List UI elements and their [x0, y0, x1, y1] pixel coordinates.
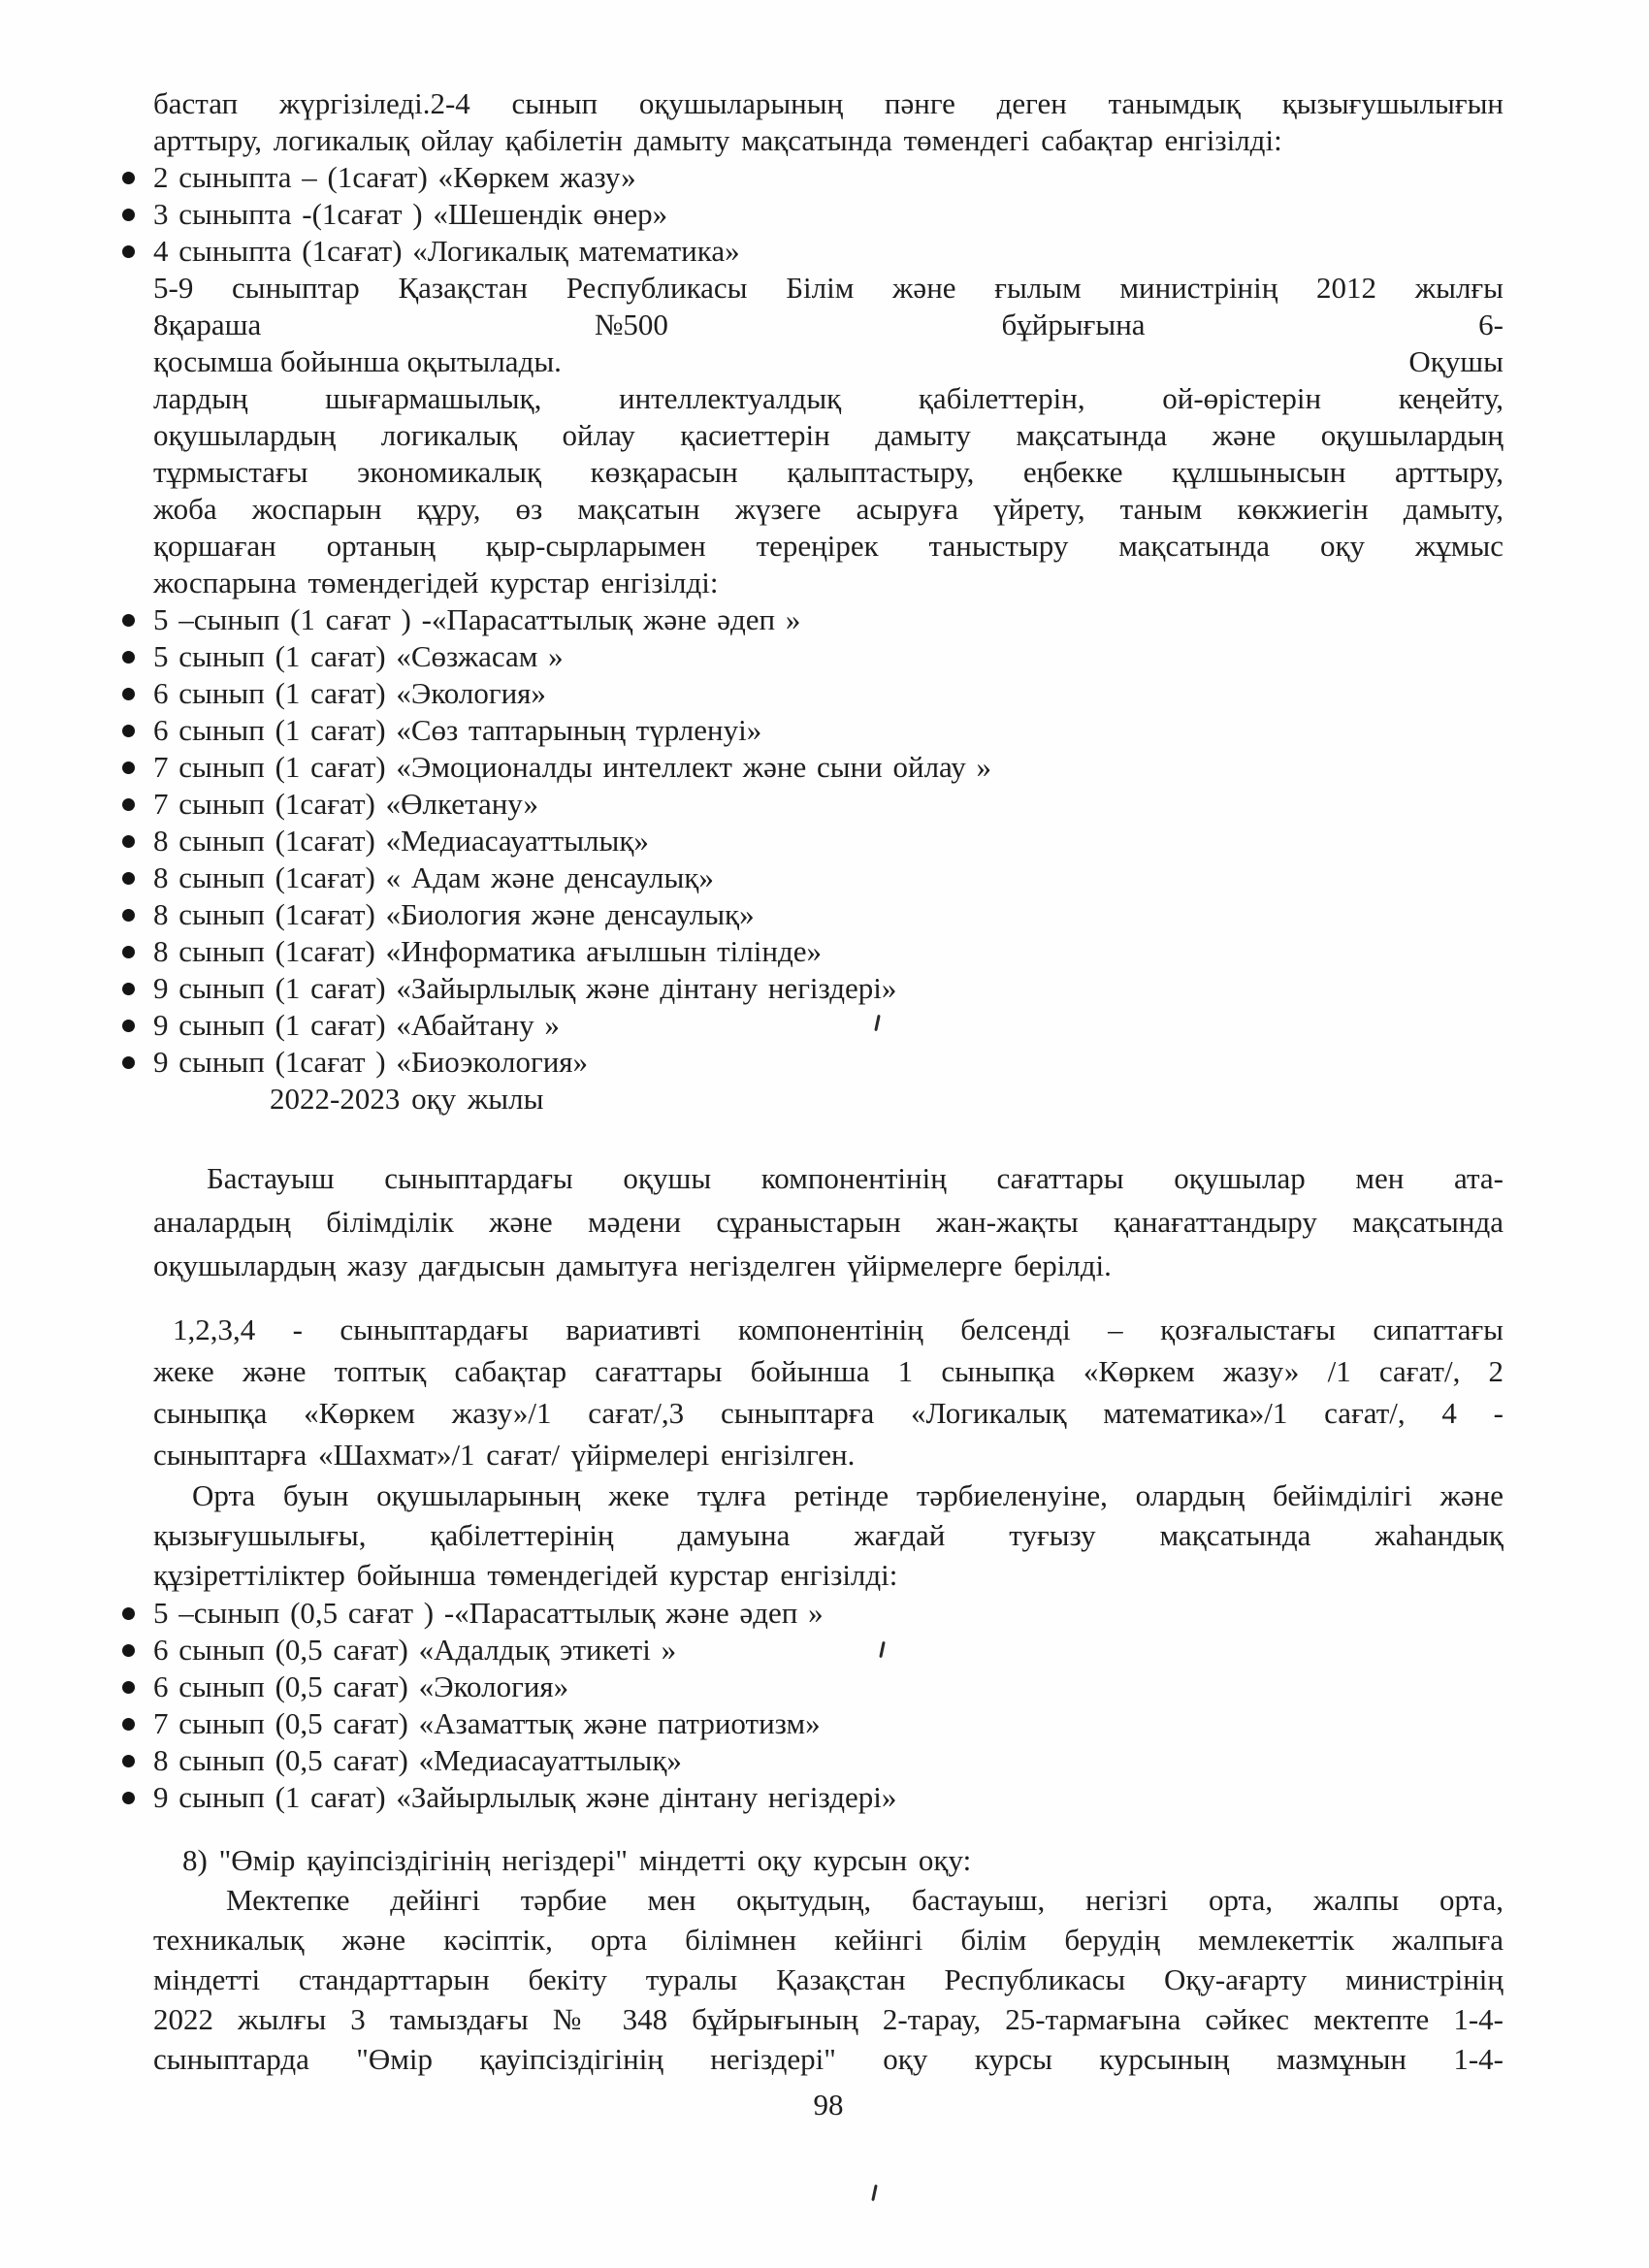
split-line — [153, 343, 1504, 380]
list-item: 8 сынып (1сағат) « Адам және денсаулық» — [153, 859, 1504, 896]
intro-paragraph — [153, 85, 1504, 159]
text-line: қоршаған ортаның қыр-сырларымен тереңірек таныстыру мақсатында оқу жұмыс — [153, 529, 1504, 563]
list-item: 8 сынып (1сағат) «Информатика ағылшын тілінде» — [153, 933, 1504, 970]
list-item: 5 –сынып (0,5 сағат ) -«Парасаттылық және әдеп » — [153, 1595, 1504, 1632]
text-line: 1,2,3,4 - сыныптардағы вариативті компонентінің белсенді – қозғалыстағы сипаттағы — [173, 1312, 1504, 1346]
text-line: міндетті стандарттарын бекіту туралы Қазақстан Республикасы Оқу-ағарту министрінің — [153, 1962, 1504, 1996]
order-reference-line — [153, 307, 1504, 343]
text-fragment: Оқушы — [1408, 344, 1504, 378]
list-item: 8 сынып (1сағат) «Биология және денсаулық» — [153, 896, 1504, 933]
list-item: 4 сыныпта (1сағат) «Логикалық математика» — [153, 233, 1504, 270]
primary-grades-course-list — [153, 159, 1504, 270]
orta-buyn-paragraph — [153, 1475, 1504, 1595]
text-line: Орта буын оқушыларының жеке тұлға ретінде тәрбиеленуіне, олардың бейімділігі және — [192, 1478, 1504, 1512]
list-item: 6 сынып (0,5 сағат) «Адалдық этикеті » — [153, 1632, 1504, 1669]
text-fragment: 6- — [1478, 308, 1504, 341]
list-item: 6 сынып (1 сағат) «Сөз таптарының түрленуі» — [153, 712, 1504, 749]
list-item: 5 –сынып (1 сағат ) -«Парасаттылық және әдеп » — [153, 601, 1504, 638]
text-line: сыныптарда "Өмір қауіпсіздігінің негіздері" оқу курсы курсының мазмұнын 1-4- — [153, 2042, 1504, 2076]
text-line: арттыру, логикалық ойлау қабілетін дамыту мақсатында төмендегі сабақтар енгізілді: — [153, 123, 1282, 157]
list-item: 5 сынып (1 сағат) «Сөзжасам » — [153, 638, 1504, 675]
text-line: сыныпқа «Көркем жазу»/1 сағат/,3 сыныптарға «Логикалық математика»/1 сағат/, 4 - — [153, 1396, 1504, 1430]
text-line: Бастауыш сыныптардағы оқушы компонентінің сағаттары оқушылар мен ата- — [207, 1161, 1504, 1195]
text-line: қызығушылығы, қабілеттерінің дамуына жағдай туғызу мақсатында жаһандық — [153, 1518, 1504, 1552]
text-line: тұрмыстағы экономикалық көзқарасын қалыптастыру, еңбекке құлшынысын арттыру, — [153, 455, 1504, 489]
text-fragment: 8қараша — [153, 308, 262, 341]
courses-list-5-9 — [153, 601, 1504, 1081]
list-item: 7 сынып (0,5 сағат) «Азаматтық және патриотизм» — [153, 1705, 1504, 1742]
document-text-block — [153, 85, 1504, 2122]
text-fragment: бұйрығына — [1001, 308, 1146, 341]
variativ-paragraph — [153, 1309, 1504, 1475]
list-item: 9 сынып (1 сағат) «Зайырлылық және дінтану негіздері» — [153, 1779, 1504, 1816]
list-item: 7 сынып (1сағат) «Өлкетану» — [153, 786, 1504, 823]
text-line: бастап жүргізіледі.2-4 сынып оқушыларының пәнге деген танымдық қызығушылығын — [153, 86, 1504, 120]
list-item: 9 сынып (1сағат ) «Биоэкология» — [153, 1044, 1504, 1081]
text-line: Мектепке дейінгі тәрбие мен оқытудың, бастауыш, негізгі орта, жалпы орта, — [226, 1883, 1504, 1917]
text-line: аналардың білімділік және мәдени сұраныстарын жан-жақты қанағаттандыру мақсатында — [153, 1205, 1504, 1239]
text-line: сыныптарға «Шахмат»/1 сағат/ үйірмелері енгізілген. — [153, 1438, 856, 1472]
text-line: техникалық және кәсіптік, орта білімнен кейінгі білім берудің мемлекеттік жалпыға — [153, 1923, 1504, 1957]
scan-artifact — [871, 2185, 877, 2201]
spacer — [153, 1118, 1504, 1156]
bastauysh-paragraph — [153, 1156, 1504, 1287]
goals-paragraph — [153, 380, 1504, 601]
mektep-paragraph — [153, 1880, 1504, 2079]
text-line: оқушылардың логикалық ойлау қасиеттерін дамыту мақсатында және оқушылардың — [153, 418, 1504, 452]
spacer — [153, 1287, 1504, 1309]
text-line: лардың шығармашылық, интеллектуалдық қабілеттерін, ой-өрістерін кеңейту, — [153, 381, 1504, 415]
text-line: жоба жоспарын құру, өз мақсатын жүзеге асыруға үйрету, таным көкжиегін дамыту, — [153, 492, 1504, 526]
spacer — [153, 1816, 1504, 1840]
list-item: 8 сынып (1сағат) «Медиасауаттылық» — [153, 823, 1504, 859]
text-fragment: №500 — [594, 308, 668, 341]
list-item: 6 сынып (1 сағат) «Экология» — [153, 675, 1504, 712]
text-line: жеке және топтық сабақтар сағаттары бойынша 1 сыныпқа «Көркем жазу» /1 сағат/, 2 — [153, 1354, 1504, 1388]
global-competency-course-list — [153, 1595, 1504, 1816]
school-year-line: 2022-2023 оқу жылы — [270, 1082, 544, 1116]
list-item: 9 сынып (1 сағат) «Абайтану » — [153, 1007, 1504, 1044]
list-item: 9 сынып (1 сағат) «Зайырлылық және дінтану негіздері» — [153, 970, 1504, 1007]
page-number: 98 — [813, 2088, 844, 2122]
list-item: 7 сынып (1 сағат) «Эмоционалды интеллект және сыни ойлау » — [153, 749, 1504, 786]
list-item: 2 сыныпта – (1сағат) «Көркем жазу» — [153, 159, 1504, 196]
list-item: 8 сынып (0,5 сағат) «Медиасауаттылық» — [153, 1742, 1504, 1779]
text-line: оқушылардың жазу дағдысын дамытуға негізделген үйірмелерге берілді. — [153, 1248, 1112, 1282]
text-fragment: қосымша бойынша оқытылады. — [153, 344, 562, 378]
text-line: құзіреттіліктер бойынша төмендегідей курстар енгізілді: — [153, 1558, 898, 1592]
list-item: 3 сыныпта -(1сағат ) «Шешендік өнер» — [153, 196, 1504, 233]
text-line: 2022 жылғы 3 тамыздағы № 348 бұйрығының 2-тарау, 25-тармағына сәйкес мектепте 1-4- — [153, 2002, 1504, 2036]
list-item: 6 сынып (0,5 сағат) «Экология» — [153, 1669, 1504, 1705]
text-line: жоспарына төмендегідей курстар енгізілді: — [153, 566, 719, 599]
text-line: 5-9 сыныптар Қазақстан Республикасы Білім және ғылым министрінің 2012 жылғы — [153, 271, 1504, 305]
omir-heading: 8) "Өмір қауіпсіздігінің негіздері" міндетті оқу курсын оқу: — [182, 1843, 972, 1877]
